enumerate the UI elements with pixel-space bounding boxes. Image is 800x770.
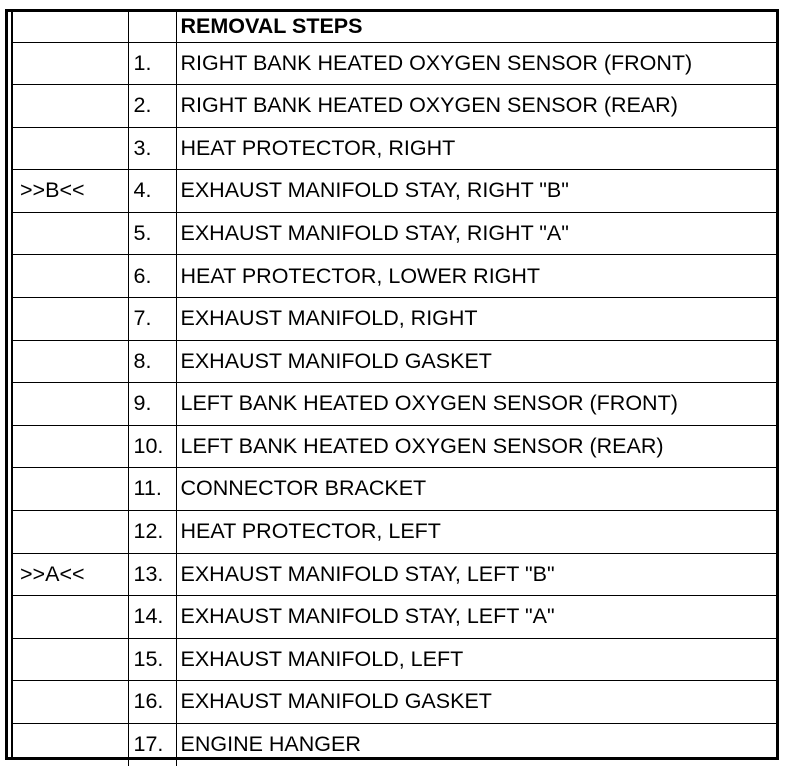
step-description: EXHAUST MANIFOLD GASKET: [176, 681, 776, 724]
table-row: [13, 596, 776, 639]
ref-cell: >>A<<: [13, 553, 128, 596]
table-row: [13, 724, 776, 767]
step-number: 12.: [128, 511, 176, 554]
removal-steps-table: [13, 12, 776, 766]
step-description: EXHAUST MANIFOLD, RIGHT: [176, 298, 776, 341]
table-row: [13, 681, 776, 724]
ref-cell: [13, 638, 128, 681]
table-row: [13, 212, 776, 255]
ref-cell: [13, 383, 128, 426]
ref-cell: [13, 127, 128, 170]
table-row: [13, 638, 776, 681]
step-description: EXHAUST MANIFOLD, LEFT: [176, 638, 776, 681]
step-number: 9.: [128, 383, 176, 426]
step-description: LEFT BANK HEATED OXYGEN SENSOR (FRONT): [176, 383, 776, 426]
step-number: 3.: [128, 127, 176, 170]
ref-cell: [13, 724, 128, 767]
step-description: EXHAUST MANIFOLD STAY, LEFT "B": [176, 553, 776, 596]
step-number: 10.: [128, 425, 176, 468]
ref-cell: [13, 255, 128, 298]
step-description: HEAT PROTECTOR, LEFT: [176, 511, 776, 554]
ref-cell: [13, 85, 128, 128]
step-number: 13.: [128, 553, 176, 596]
table-row: [13, 42, 776, 85]
step-description: LEFT BANK HEATED OXYGEN SENSOR (REAR): [176, 425, 776, 468]
step-number: 7.: [128, 298, 176, 341]
step-description: EXHAUST MANIFOLD STAY, LEFT "A": [176, 596, 776, 639]
step-description: ENGINE HANGER: [180, 732, 361, 757]
step-number: 5.: [128, 212, 176, 255]
ref-cell: [13, 681, 128, 724]
table-row: [13, 468, 776, 511]
table-row: [13, 425, 776, 468]
table-row: [13, 383, 776, 426]
table-row: [13, 298, 776, 341]
step-description: HEAT PROTECTOR, LOWER RIGHT: [176, 255, 776, 298]
ref-cell: [13, 511, 128, 554]
step-number: 8.: [128, 340, 176, 383]
table-row: [13, 511, 776, 554]
ref-cell: [13, 340, 128, 383]
table-row: [13, 85, 776, 128]
step-number: 14.: [128, 596, 176, 639]
table-row: [13, 255, 776, 298]
header-title: REMOVAL STEPS: [176, 12, 776, 42]
step-description: HEAT PROTECTOR, RIGHT: [176, 127, 776, 170]
step-description: CONNECTOR BRACKET: [176, 468, 776, 511]
step-number: 17.: [128, 724, 176, 767]
step-description: EXHAUST MANIFOLD STAY, RIGHT "A": [176, 212, 776, 255]
step-description: EXHAUST MANIFOLD STAY, RIGHT "B": [176, 170, 776, 213]
table-row: [13, 340, 776, 383]
step-number: 11.: [128, 468, 176, 511]
header-num-cell: [128, 12, 176, 42]
ref-cell: [13, 42, 128, 85]
step-description: RIGHT BANK HEATED OXYGEN SENSOR (REAR): [176, 85, 776, 128]
ref-cell: [13, 212, 128, 255]
ref-cell: [13, 596, 128, 639]
table-row: [13, 127, 776, 170]
step-description: EXHAUST MANIFOLD GASKET: [176, 340, 776, 383]
ref-cell: [13, 425, 128, 468]
header-ref-cell: [13, 12, 128, 42]
ref-cell: [13, 468, 128, 511]
table-row: [13, 553, 776, 596]
step-number: 15.: [128, 638, 176, 681]
step-number: 2.: [128, 85, 176, 128]
step-number: 16.: [128, 681, 176, 724]
step-description: RIGHT BANK HEATED OXYGEN SENSOR (FRONT): [176, 42, 776, 85]
step-number: 1.: [128, 42, 176, 85]
ref-cell: >>B<<: [13, 170, 128, 213]
table-header-row: [13, 12, 776, 42]
table-row: [13, 170, 776, 213]
step-number: 4.: [128, 170, 176, 213]
step-number: 6.: [128, 255, 176, 298]
ref-cell: [13, 298, 128, 341]
